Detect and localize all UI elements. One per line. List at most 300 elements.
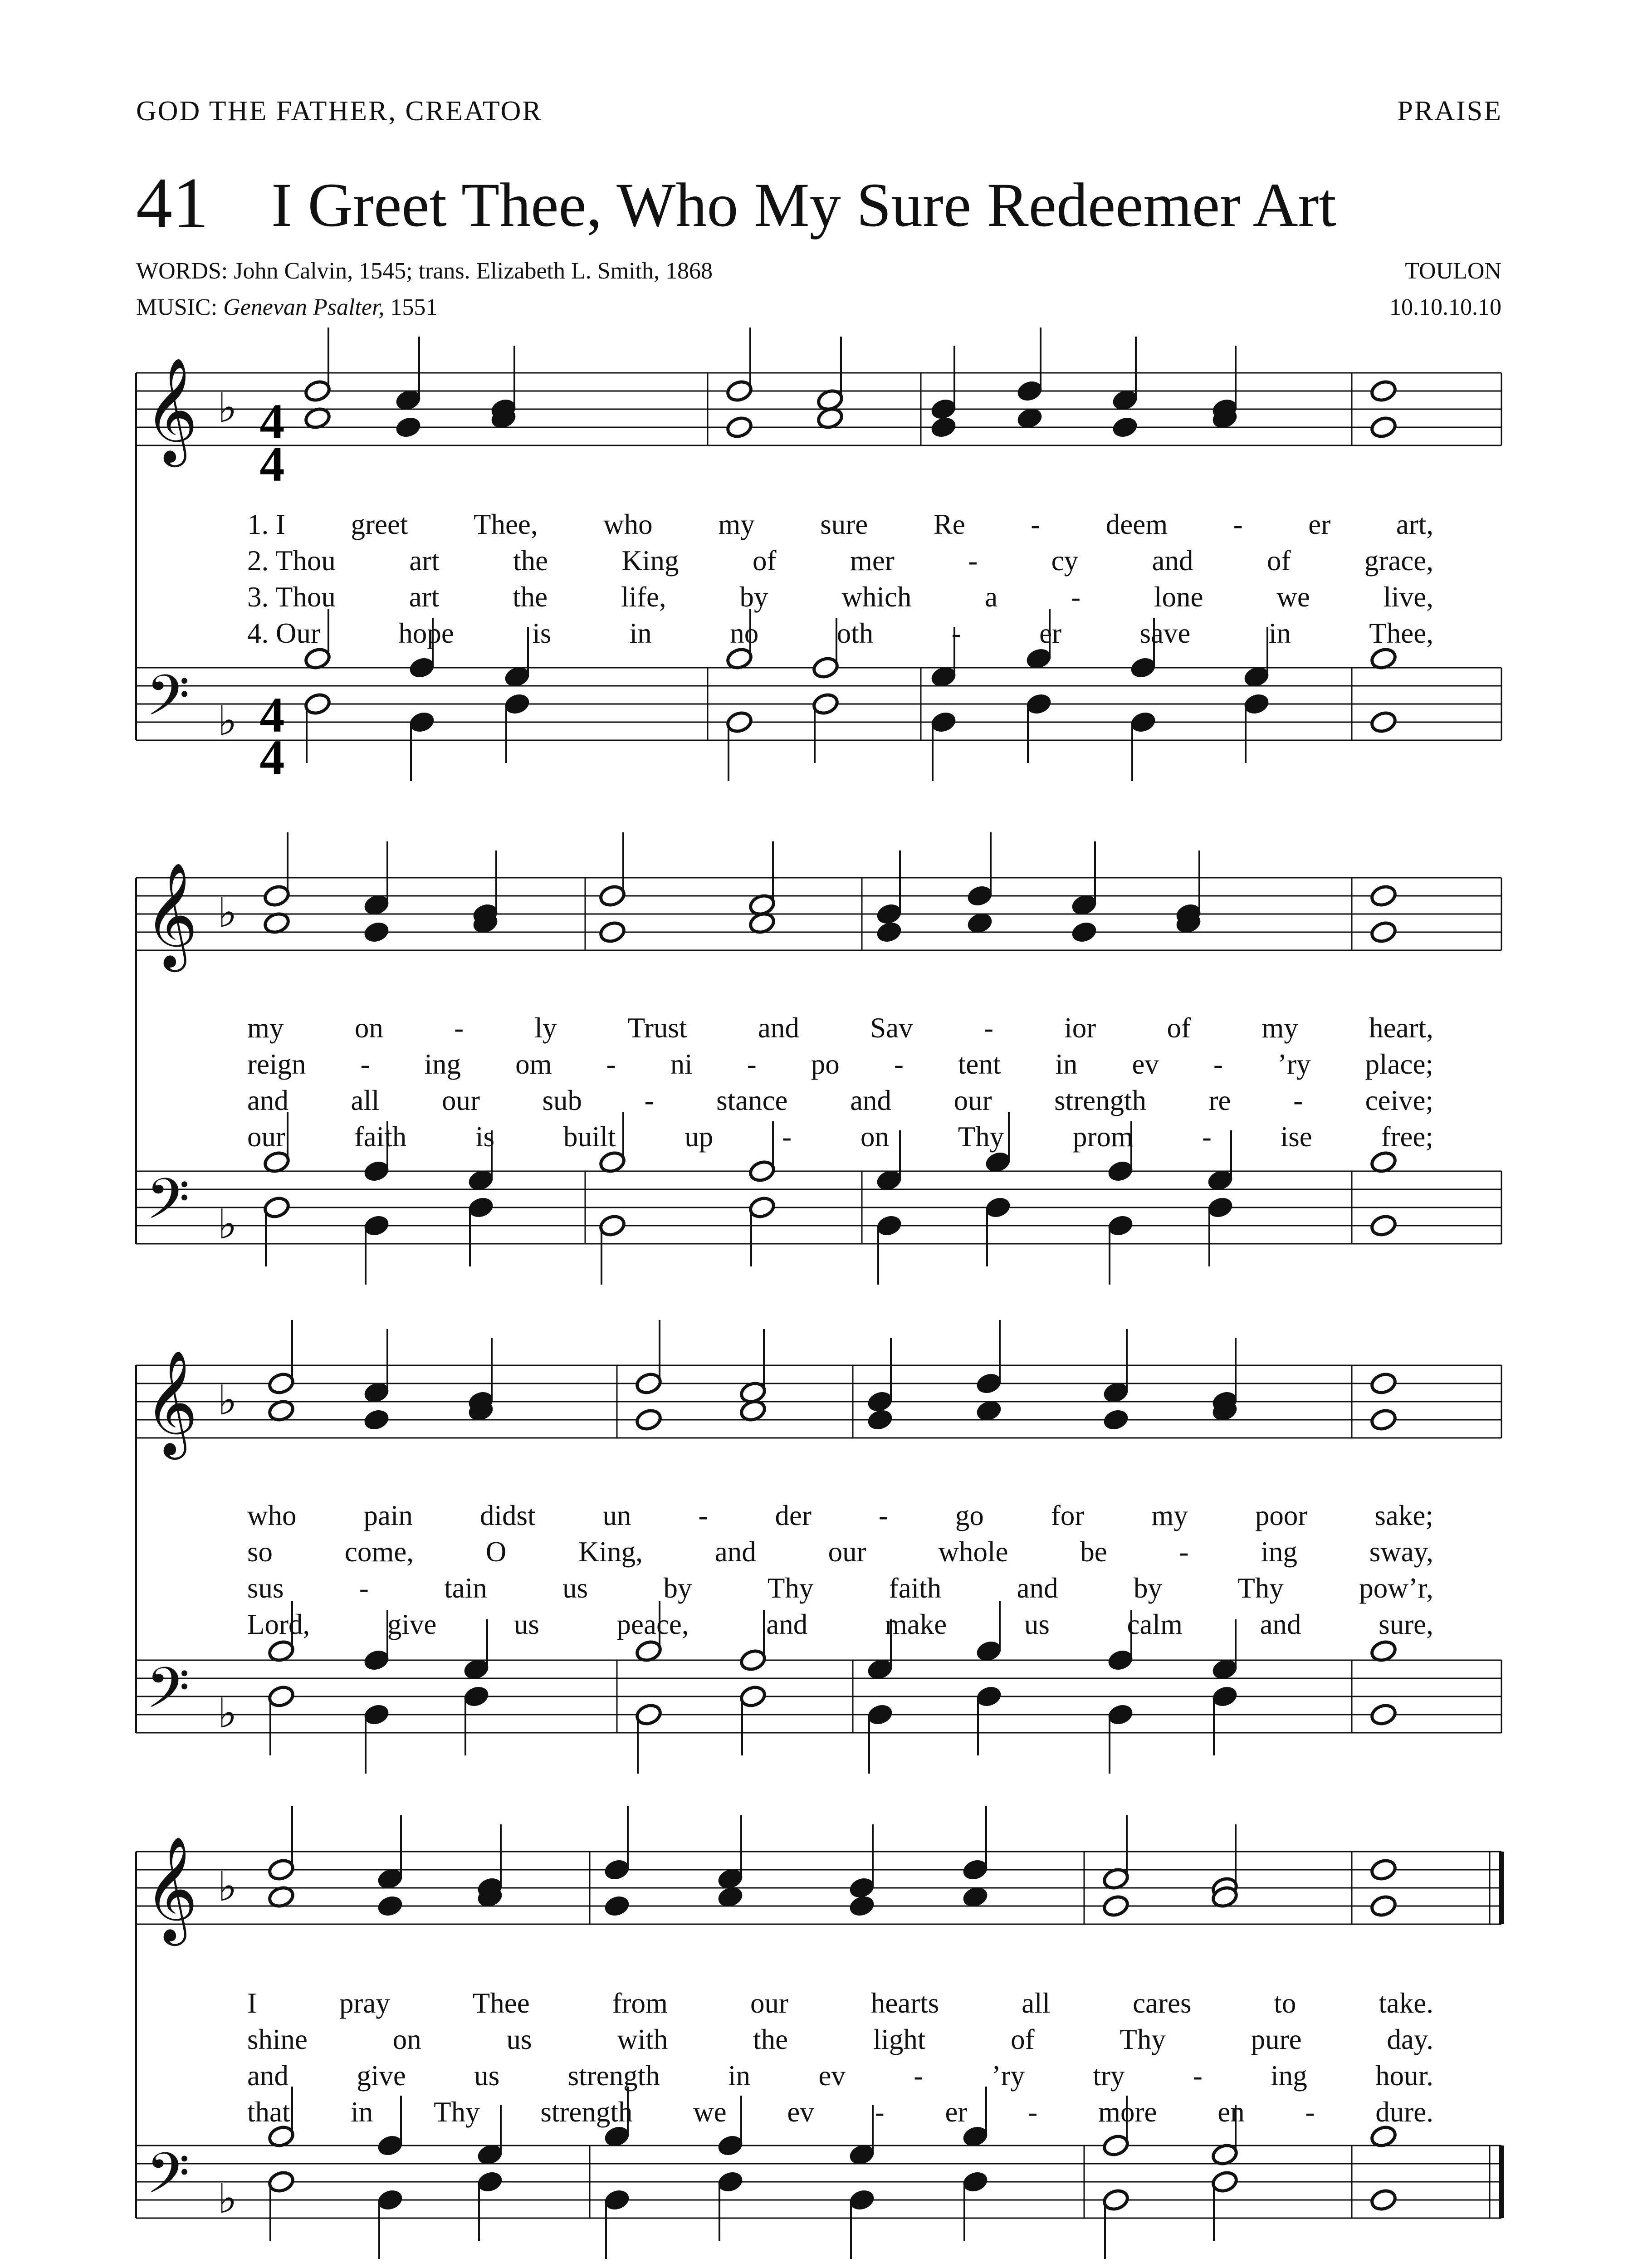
syllable: our (750, 1987, 788, 2019)
syllable: hour. (1375, 2060, 1433, 2092)
notehead (603, 1857, 631, 1882)
syllable: King, (578, 1536, 643, 1568)
syllable: Sav (870, 1012, 913, 1044)
syllable: poor (1255, 1500, 1308, 1531)
hyphen: - (894, 1048, 904, 1080)
syllable: Lord, (247, 1608, 310, 1640)
notehead (875, 1213, 903, 1237)
syllable: er (1308, 508, 1331, 540)
syllable: po (811, 1048, 840, 1080)
notehead (725, 710, 753, 734)
notehead (1016, 379, 1044, 403)
music-year: 1551 (384, 294, 438, 320)
notehead (739, 1684, 767, 1708)
notehead (1102, 1408, 1130, 1432)
notehead (716, 2133, 744, 2157)
notehead (408, 710, 436, 734)
syllable: a (985, 581, 998, 613)
syllable: art (409, 581, 440, 613)
notehead (1369, 884, 1398, 908)
syllable: so (247, 1536, 273, 1568)
syllable: shine (247, 2024, 308, 2055)
syllable: pow’r, (1359, 1572, 1433, 1604)
syllable: sure (820, 508, 868, 540)
syllable: who (247, 1500, 297, 1531)
syllable: ev (818, 2060, 846, 2092)
syllable: my (718, 508, 755, 540)
notehead (725, 379, 753, 403)
notehead (408, 655, 436, 679)
syllable: ly (534, 1012, 557, 1044)
syllable: Thy (1120, 2024, 1166, 2055)
syllable: and (758, 1012, 799, 1044)
syllable: by (663, 1572, 692, 1604)
notehead (1369, 1894, 1398, 1918)
notehead (748, 1159, 776, 1183)
notehead (1369, 710, 1398, 734)
syllable: King (621, 545, 679, 577)
notehead (1369, 1408, 1398, 1432)
notehead (1025, 692, 1053, 716)
lyric-line-verse-2 (247, 1535, 1433, 1569)
syllable: der (775, 1500, 812, 1531)
notehead (975, 1684, 1003, 1708)
syllable: hope (398, 617, 454, 649)
syllable: sure, (1379, 1608, 1433, 1640)
syllable: which (841, 581, 912, 613)
hyphen: - (1179, 1536, 1189, 1568)
notehead (1369, 1857, 1398, 1882)
notehead (303, 379, 332, 403)
syllable: O (485, 1536, 507, 1568)
syllable: faith (889, 1572, 942, 1604)
syllable: en (1217, 2096, 1245, 2128)
lyric-line-verse-1 (247, 1987, 1433, 2020)
notehead (263, 884, 291, 908)
syllable: with (617, 2024, 668, 2055)
syllable: ior (1064, 1012, 1096, 1044)
lyric-line-verse-4 (247, 1608, 1433, 1641)
syllable: we (693, 2096, 727, 2128)
notehead (1369, 1213, 1398, 1237)
hyphen: - (983, 1012, 993, 1044)
syllable: art (409, 545, 440, 577)
syllable: to (1274, 1987, 1296, 2019)
notehead (362, 1213, 391, 1237)
hyphen: - (1213, 1048, 1223, 1080)
syllable: of (1011, 2024, 1035, 2055)
syllable: and (1260, 1608, 1301, 1640)
syllable: pray (339, 1987, 390, 2019)
hyphen: - (1028, 2096, 1038, 2128)
treble-clef-icon: 𝄞 (144, 1836, 198, 1941)
notehead (598, 920, 626, 944)
notehead (1369, 1702, 1398, 1726)
syllable: ev (1132, 1048, 1159, 1080)
syllable: ise (1280, 1121, 1312, 1153)
syllable: in (351, 2096, 373, 2128)
hyphen: - (878, 1500, 888, 1531)
notehead (635, 1408, 663, 1432)
flat-icon: ♭ (218, 1377, 237, 1424)
syllable: our (442, 1085, 480, 1116)
notehead (267, 1371, 295, 1395)
notehead (376, 1894, 404, 1918)
syllable: hearts (870, 1987, 939, 2019)
notehead (603, 1894, 631, 1918)
hyphen: - (1293, 1085, 1303, 1116)
time-signature-top-bass: 4 (259, 687, 285, 743)
syllable: light (873, 2024, 926, 2055)
notehead (1129, 710, 1157, 734)
notehead (848, 1894, 876, 1918)
notehead (866, 1702, 894, 1726)
syllable: free; (1381, 1121, 1433, 1153)
notehead (462, 1684, 490, 1708)
syllable: my (1151, 1500, 1188, 1531)
syllable: pain (363, 1500, 413, 1531)
syllable: sake; (1374, 1500, 1433, 1531)
hyphen: - (914, 2060, 924, 2092)
notehead (929, 415, 958, 439)
syllable: on (354, 1012, 383, 1044)
notehead (267, 2170, 295, 2194)
notehead (1111, 415, 1139, 439)
notehead (1106, 1159, 1134, 1183)
notehead (1206, 1195, 1234, 1219)
syllable: Thy (434, 2096, 480, 2128)
syllable: go (955, 1500, 984, 1531)
notehead (467, 1195, 495, 1219)
syllable: give (387, 1608, 437, 1640)
lyric-line-verse-3 (247, 1084, 1433, 1117)
syllable: of (752, 545, 777, 577)
syllable: our (953, 1085, 992, 1116)
bass-clef-icon: 𝄢 (146, 1656, 190, 1735)
syllable: in (1055, 1048, 1078, 1080)
syllable: cares (1133, 1987, 1192, 2019)
section-heading: GOD THE FATHER, CREATOR (136, 96, 543, 127)
syllable: in (1268, 617, 1291, 649)
syllable: tent (958, 1048, 1001, 1080)
syllable: er (1039, 617, 1062, 649)
hyphen: - (1071, 581, 1081, 613)
syllable: the (513, 545, 548, 577)
syllable: in (728, 2060, 751, 2092)
notehead (1106, 1702, 1134, 1726)
syllable: is (532, 617, 552, 649)
lyric-line-verse-4 (247, 2096, 1433, 2129)
syllable: om (515, 1048, 552, 1080)
hyphen: - (951, 617, 961, 649)
treble-clef-icon: 𝄞 (144, 862, 198, 968)
syllable: place; (1365, 1048, 1433, 1080)
bass-clef-icon: 𝄢 (146, 2141, 190, 2220)
syllable: and (1152, 545, 1193, 577)
syllable: ing (1271, 2060, 1307, 2092)
flat-icon: ♭ (218, 1201, 237, 1248)
tune-name: TOULON (1405, 258, 1501, 284)
syllable: take. (1379, 1987, 1433, 2019)
notehead (1211, 2170, 1239, 2194)
notehead (635, 1702, 663, 1726)
flat-icon: ♭ (218, 889, 237, 937)
time-signature-top-treble: 4 (259, 394, 285, 449)
syllable: built (563, 1121, 616, 1153)
syllable: art, (1396, 508, 1433, 540)
notehead (1106, 1213, 1134, 1237)
notehead (598, 1213, 626, 1237)
syllable: for (1051, 1500, 1085, 1531)
syllable: Trust (627, 1012, 687, 1044)
syllable: us (513, 1608, 539, 1640)
syllable: by (1133, 1572, 1162, 1604)
syllable: we (1276, 581, 1310, 613)
notehead (362, 1159, 391, 1183)
music-label: MUSIC: (136, 294, 224, 320)
hymn-number: 41 (136, 162, 209, 243)
clefs-keys (144, 357, 237, 2223)
syllable: tain (444, 1572, 487, 1604)
notehead (598, 884, 626, 908)
notehead (1070, 920, 1098, 944)
syllable: give (357, 2060, 406, 2092)
syllable: and (714, 1536, 756, 1568)
syllable: is (475, 1121, 495, 1153)
hyphen: - (360, 1048, 370, 1080)
notehead (267, 1857, 295, 1882)
lyric-line-verse-3 (247, 2059, 1433, 2092)
syllable: my (1261, 1012, 1298, 1044)
syllable: strength (1054, 1085, 1147, 1116)
syllable: pure (1251, 2024, 1302, 2055)
lyric-line-verse-3 (247, 1572, 1433, 1605)
syllable: Thee, (473, 508, 538, 540)
syllable: Re (933, 508, 965, 540)
syllable: save (1139, 617, 1191, 649)
notehead (929, 710, 958, 734)
syllable: Thee, (1369, 617, 1433, 649)
syllable: ni (670, 1048, 693, 1080)
hyphen: - (1031, 508, 1041, 540)
syllable: 3. Thou (247, 581, 336, 613)
syllable: re (1208, 1085, 1231, 1116)
notehead (1102, 2133, 1130, 2157)
notehead (267, 1684, 295, 1708)
notehead (929, 397, 958, 421)
syllable: Thee (472, 1987, 530, 2019)
notehead (1369, 1371, 1398, 1395)
lyric-line-verse-2 (247, 2023, 1433, 2056)
notehead (1369, 415, 1398, 439)
syllable: ing (1261, 1536, 1297, 1568)
notehead (603, 2188, 631, 2212)
syllable: from (612, 1987, 668, 2019)
notehead (1211, 1684, 1239, 1708)
syllable: no (730, 617, 759, 649)
syllable: ’ry (991, 2060, 1025, 2092)
meter: 10.10.10.10 (1389, 294, 1501, 320)
syllable: heart, (1369, 1012, 1433, 1044)
syllable: the (513, 581, 548, 613)
notehead (1369, 2188, 1398, 2212)
syllable: oth (836, 617, 874, 649)
syllable: live, (1383, 581, 1433, 613)
syllable: calm (1127, 1608, 1183, 1640)
music-source: Genevan Psalter, (223, 294, 385, 320)
syllable: on (860, 1121, 889, 1153)
syllable: who (603, 508, 653, 540)
syllable: cy (1051, 545, 1079, 577)
notehead (1106, 1648, 1134, 1672)
lyric-line-verse-1 (247, 1012, 1433, 1045)
notehead (476, 2170, 504, 2194)
syllable: 2. Thou (247, 545, 336, 577)
syllable: make (885, 1608, 947, 1640)
syllable: come, (344, 1536, 414, 1568)
syllable: greet (351, 508, 408, 540)
syllable: ’ry (1277, 1048, 1311, 1080)
flat-icon: ♭ (218, 697, 237, 745)
notehead (748, 1195, 776, 1219)
syllable: be (1080, 1536, 1107, 1568)
notehead (866, 1389, 894, 1413)
flat-icon: ♭ (218, 2175, 237, 2223)
hyphen: - (968, 545, 978, 577)
hyphen: - (698, 1500, 708, 1531)
syllable: day. (1387, 2024, 1433, 2055)
notehead (812, 655, 840, 679)
notehead (362, 920, 391, 944)
syllable: and (247, 1085, 288, 1116)
bass-clef-icon: 𝄢 (146, 1167, 190, 1246)
hyphen: - (644, 1085, 654, 1116)
syllable: us (562, 1572, 588, 1604)
syllable: the (753, 2024, 788, 2055)
notehead (1129, 655, 1157, 679)
syllable: un (602, 1500, 631, 1531)
notehead (875, 902, 903, 926)
time-signature-bottom-bass: 4 (259, 730, 285, 785)
syllable: and (766, 1608, 808, 1640)
syllable: reign (247, 1048, 306, 1080)
notehead (303, 692, 332, 716)
syllable: Thy (958, 1121, 1004, 1153)
notehead (376, 2188, 404, 2212)
syllable: Thy (767, 1572, 814, 1604)
lyric-line-verse-2 (247, 1048, 1433, 1081)
lyric-line-verse-2 (247, 544, 1433, 577)
syllable: ev (787, 2096, 814, 2128)
lyric-line-verse-1 (247, 1499, 1433, 1532)
syllable: try (1093, 2060, 1125, 2092)
syllable: stance (716, 1085, 788, 1116)
flat-icon: ♭ (218, 1863, 237, 1911)
notehead (1102, 2188, 1130, 2212)
syllable: Thy (1237, 1572, 1284, 1604)
syllable: of (1167, 1012, 1191, 1044)
syllable: and (1017, 1572, 1058, 1604)
notehead (812, 692, 840, 716)
lyric-line-verse-3 (247, 581, 1433, 614)
syllable: up (684, 1121, 714, 1153)
notehead (966, 884, 994, 908)
notehead (362, 1702, 391, 1726)
notehead (376, 2133, 404, 2157)
treble-clef-icon: 𝄞 (144, 1349, 198, 1455)
syllable: my (247, 1012, 284, 1044)
syllable: I (247, 1987, 257, 2019)
syllable: lone (1154, 581, 1203, 613)
syllable: mer (850, 545, 895, 577)
notehead (848, 1876, 876, 1900)
syllable: more (1098, 2096, 1157, 2128)
notehead (1242, 692, 1271, 716)
notehead (503, 692, 531, 716)
syllable: all (1022, 1987, 1051, 2019)
syllable: that (247, 2096, 290, 2128)
notehead (848, 2188, 876, 2212)
lyric-line-verse-4 (247, 1120, 1433, 1154)
syllable: our (247, 1121, 285, 1153)
hyphen: - (1202, 1121, 1212, 1153)
hyphen: - (454, 1012, 464, 1044)
notehead (975, 1371, 1003, 1395)
notehead (984, 1195, 1012, 1219)
syllable: sub (542, 1085, 582, 1116)
hyphen: - (359, 1572, 369, 1604)
hymn-title: I Greet Thee, Who My Sure Redeemer Art (271, 170, 1336, 240)
syllable: faith (354, 1121, 407, 1153)
notehead (263, 1195, 291, 1219)
syllable: strength (540, 2096, 633, 2128)
syllable: deem (1105, 508, 1168, 540)
hyphen: - (606, 1048, 616, 1080)
syllable: life, (621, 581, 666, 613)
syllable: by (739, 581, 768, 613)
notehead (362, 1648, 391, 1672)
hyphen: - (782, 1121, 792, 1153)
syllable: grace, (1364, 545, 1433, 577)
notehead (875, 920, 903, 944)
syllable: 1. I (247, 508, 285, 540)
syllable: er (945, 2096, 968, 2128)
hyphen: - (875, 2096, 885, 2128)
syllable: peace, (616, 1608, 689, 1640)
syllable: prom (1073, 1121, 1134, 1153)
syllable: sus (247, 1572, 284, 1604)
syllable: our (828, 1536, 866, 1568)
syllable: ceive; (1365, 1085, 1433, 1116)
hyphen: - (747, 1048, 757, 1080)
syllable: us (474, 2060, 500, 2092)
notehead (725, 415, 753, 439)
bass-clef-icon: 𝄢 (146, 663, 190, 742)
syllable: 4. Our (247, 617, 320, 649)
syllable: of (1266, 545, 1291, 577)
notehead (716, 2170, 744, 2194)
flat-icon: ♭ (218, 384, 237, 432)
treble-clef-icon: 𝄞 (144, 357, 198, 463)
notehead (394, 415, 422, 439)
syllable: on (392, 2024, 421, 2055)
words-credit: WORDS: John Calvin, 1545; trans. Elizabeth L. Smith, 1868 (136, 258, 713, 284)
lyric-line-verse-4 (247, 617, 1433, 650)
syllable: all (351, 1085, 380, 1116)
notehead (1369, 379, 1398, 403)
notehead (1102, 1894, 1130, 1918)
syllable: strength (567, 2060, 660, 2092)
